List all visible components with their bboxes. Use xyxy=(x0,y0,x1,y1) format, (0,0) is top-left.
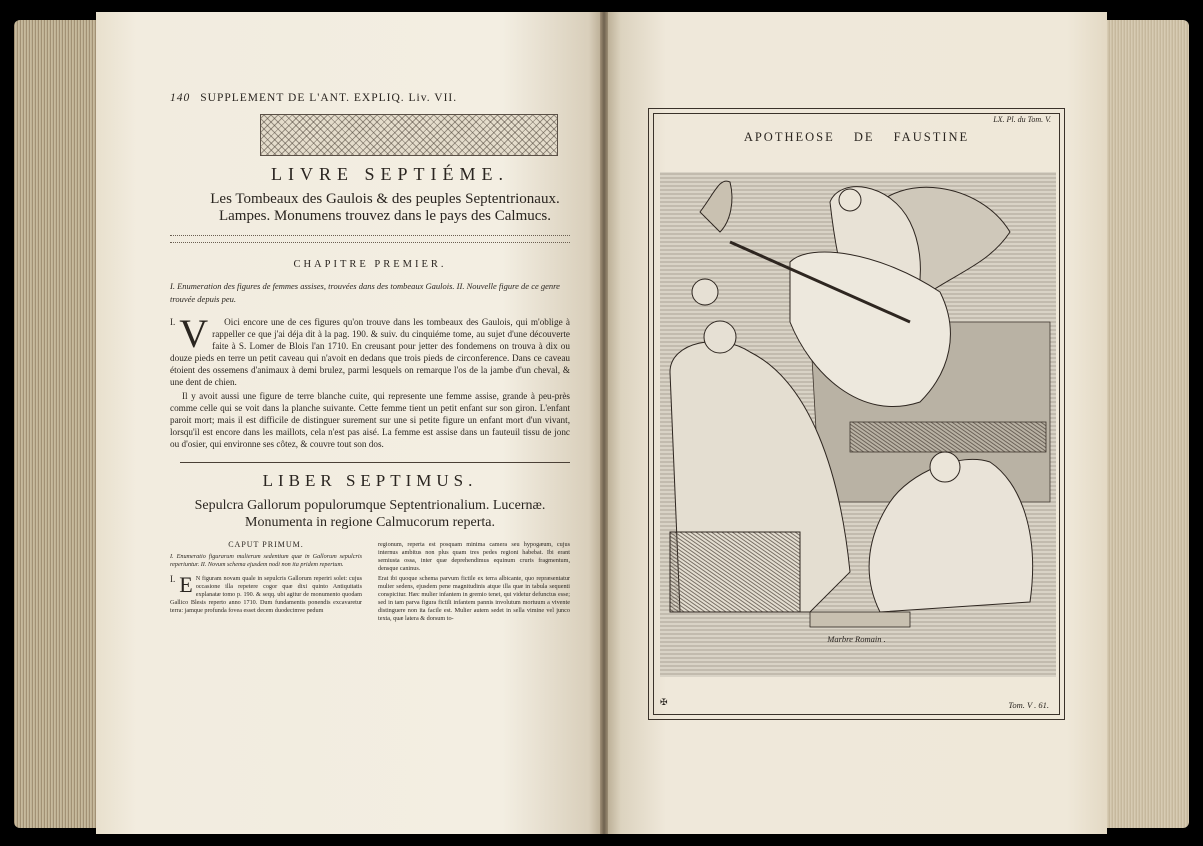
latin-paragraph-2: regionum, reperta est posquam minima camera seu hypogæum, cujus internus ambitus non plus quam tres pedes regioni habebat. Ibi erant semiusta ossa, inter quæ deprehendimus equinum cruris fragmentum, densque caninus. xyxy=(378,541,570,572)
right-page-edges xyxy=(1107,20,1189,828)
french-text xyxy=(170,311,570,450)
chapter-heading: CHAPITRE PREMIER. xyxy=(293,259,447,270)
apotheosis-engraving xyxy=(660,172,1056,677)
running-head xyxy=(170,92,570,104)
latin-column-2 xyxy=(378,541,570,625)
left-page-text xyxy=(170,92,570,625)
plate-title: APOTHEOSE DE FAUSTINE xyxy=(743,130,970,144)
paragraph-1: Oici encore une de ces figures qu'on trouve dans les tombeaux des Gaulois, qui m'oblige à rappeller ce que j'ai déja dit à la pag. 190. & suiv. du cinquiéme tome, au sujet d'une découverte faite à S. Lomer de Blois l'an 1710. En creusant pour jetter des fondemens on trouva à dix ou douze pieds en terre un petit caveau qui n'avoit en dedans que trois pieds de circonference. Dans ce caveau étoient des ossemens d'animaux à demi brulez, parmi lesquels on remarque l'os de la jambe d'un cheval, & une dent de chien. xyxy=(170,317,570,387)
book-heading: LIVRE SEPTIÉME. xyxy=(271,164,509,184)
section-divider xyxy=(180,462,570,463)
ornamental-rule xyxy=(170,235,570,243)
latin-heading: LIBER SEPTIMUS. xyxy=(262,471,478,490)
plate-footer-mark: ✠ xyxy=(660,697,668,707)
latin-paragraph-1: N figuram novam quale in sepulcris Gallorum reperiri solet: cujus occasione illa repetere cogor quæ dixi quinto Antiquitatis explanatæ tomo p. 190. & seqq. ubi agitur de monumento quodam Gallico Blesis reperto anno 1710. Dum fundamentis ponendis excavaretur terra: jamque profunda fovea esset decem duodecimve pedum xyxy=(170,575,362,614)
throne xyxy=(670,532,800,612)
latin-columns xyxy=(170,541,570,625)
plate-footer-tome: Tom. V . 61. xyxy=(1008,700,1049,710)
drop-cap: V xyxy=(179,311,209,356)
plate-reference: LX. Pl. du Tom. V. xyxy=(993,115,1051,124)
chapter-summary: I. Enumeration des figures de femmes assises, trouvées dans des tombeaux Gaulois. II. Nouvelle figure de ce genre trouvée depuis peu. xyxy=(170,281,560,304)
left-page-edges xyxy=(14,20,104,828)
plate-caption: Marbre Romain . xyxy=(827,634,886,644)
engraved-plate xyxy=(648,108,1065,720)
latin-subtitle: Sepulcra Gallorum populorumque Septentrionalium. Lucernæ. Monumenta in regione Calmucorum reperta. xyxy=(194,498,546,530)
latin-paragraph-3: Erat ibi quoque schema parvum fictile ex terra albicante, quo repræsentatur mulier sedens, ejusdem pene magnitudinis atque illa quæ in tabula sequenti conspicitur. Hæc mulier infantem in gremio tenet, qui videtur defunctus esse; sed in tam parva figura fictili infantem pannis involutum mortuum a vivente distinguere non ita facile est. Mulier autem sedet in sella vimine vel junco texta, quæ latera & dorsum to- xyxy=(378,575,570,622)
book-gutter xyxy=(600,12,608,834)
latin-chapter-heading: CAPUT PRIMUM. xyxy=(228,540,304,549)
paragraph-2: Il y avoit aussi une figure de terre blanche cuite, qui represente une femme assise, grande à peu-près comme celle qui se voit dans la planche suivante. Cette femme tient un petit enfant sur son giron. L'enfant paroit mort; mais il est difficile de distinguer surement sur une si petite figure un enfant mort d'un vivant, lorsqu'il est encore dans les maillots, cela n'est pas aisé. La femme est assise dans un fauteuil tissu de jonc ou d'osier, qui environne ses côtez, & couvre tout son dos. xyxy=(170,391,570,449)
latin-drop-cap: E xyxy=(179,572,193,597)
page-number: 140 xyxy=(170,92,191,104)
latin-numeral: I. xyxy=(170,574,176,584)
headpiece-ornament xyxy=(260,114,558,156)
book-subtitle: Les Tombeaux des Gaulois & des peuples Septentrionaux. Lampes. Monumens trouvez dans le pays des Calmucs. xyxy=(210,191,560,224)
latin-summary: I. Enumeratio figurarum mulierum sedentium quæ in Gallorum sepulcris reperiuntur. II. Novum schema ejusdem nodi non ita pridem repertum. xyxy=(170,553,362,568)
running-head-title: SUPPLEMENT DE L'ANT. EXPLIQ. Liv. VII. xyxy=(200,92,458,104)
plate-inner-frame xyxy=(653,113,1060,715)
paragraph-numeral: I. xyxy=(170,317,176,327)
latin-column-1 xyxy=(170,541,362,625)
